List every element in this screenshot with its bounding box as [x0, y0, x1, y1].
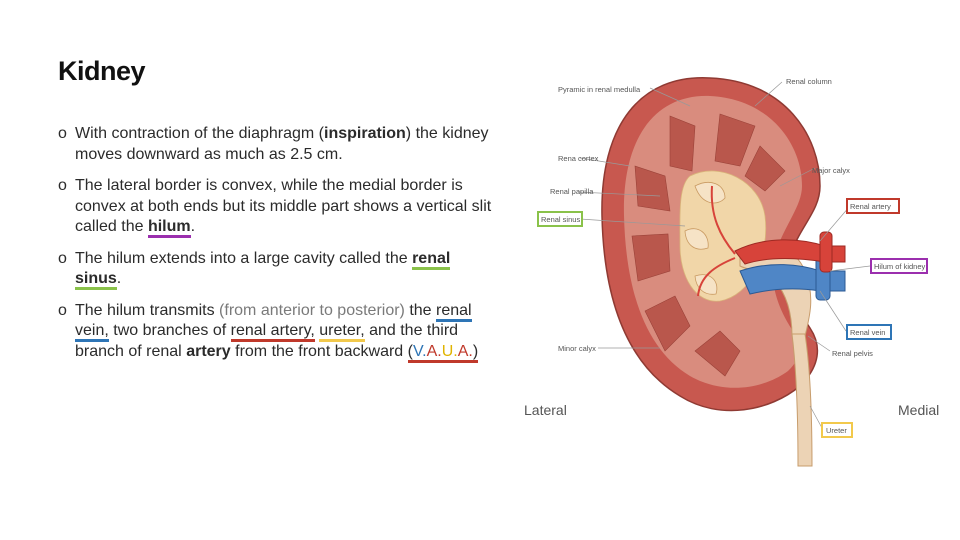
label-renal-pelvis: Renal pelvis	[832, 349, 873, 358]
acronym-a: A.	[426, 342, 442, 360]
bullet-item	[58, 301, 498, 363]
artery-term: artery	[186, 342, 231, 360]
bullet-text: the	[404, 301, 432, 319]
bullet-marker: o	[58, 177, 67, 194]
grey-note: (from anterior to posterior)	[219, 301, 405, 319]
label-cortex: Rena cortex	[558, 154, 599, 163]
bullet-item	[58, 124, 498, 165]
label-major-calyx: Major calyx	[812, 166, 850, 175]
bullet-text: The hilum transmits	[75, 301, 220, 319]
hilum-term: hilum	[148, 218, 191, 238]
bullet-text: With contraction of the diaphragm (	[75, 125, 325, 142]
medial-label: Medial	[898, 402, 940, 418]
bullet-text: The hilum extends into a large cavity called the	[75, 249, 413, 267]
bullet-text: ) the kidney moves downward as much as 2.5 cm.	[75, 125, 489, 163]
bullet-text: two branches of	[108, 322, 231, 339]
kidney-diagram	[520, 66, 960, 476]
acronym-a: A.	[457, 342, 473, 360]
bullet-text: .	[190, 218, 196, 235]
label-minor-calyx: Minor calyx	[558, 344, 596, 353]
bullet-list	[58, 124, 498, 373]
label-pyramid: Pyramic in renal medulla	[558, 85, 641, 94]
bullet-text: and the third branch of renal	[75, 322, 459, 360]
label-renal-vein: Renal vein	[850, 328, 886, 337]
slide-title: Kidney	[58, 56, 146, 86]
bullet-item	[58, 176, 498, 238]
bullet-item	[58, 249, 498, 290]
label-renal-artery: Renal artery	[850, 202, 891, 211]
bullet-marker: o	[58, 125, 67, 142]
label-papilla: Renal papilla	[550, 187, 594, 196]
acronym	[408, 343, 479, 363]
bullet-marker: o	[58, 301, 67, 319]
label-ureter: Ureter	[826, 426, 847, 435]
label-renal-column: Renal column	[786, 77, 832, 86]
renal-artery-stump	[820, 232, 832, 272]
acronym-paren: (	[407, 342, 413, 360]
bold-term: inspiration	[324, 125, 406, 142]
label-renal-sinus: Renal sinus	[541, 215, 581, 224]
bullet-marker: o	[58, 249, 67, 267]
lateral-label: Lateral	[524, 402, 567, 418]
ureter-term: ureter,	[319, 322, 364, 342]
bullet-text: .	[116, 270, 122, 287]
acronym-paren: )	[472, 342, 479, 360]
bullet-text: The lateral border is convex, while the medial border is convex at both ends but its middle part shows a vertical slit called the	[75, 177, 492, 235]
renal-vein-term: renal vein,	[75, 302, 472, 343]
label-hilum: Hilum of kidney	[874, 262, 926, 271]
acronym-v: V.	[412, 342, 427, 360]
acronym-u: U.	[441, 342, 458, 360]
renal-sinus-term: renal sinus	[75, 250, 450, 291]
renal-artery-term: renal artery,	[231, 322, 315, 342]
bullet-text: from the front backward	[230, 342, 408, 360]
